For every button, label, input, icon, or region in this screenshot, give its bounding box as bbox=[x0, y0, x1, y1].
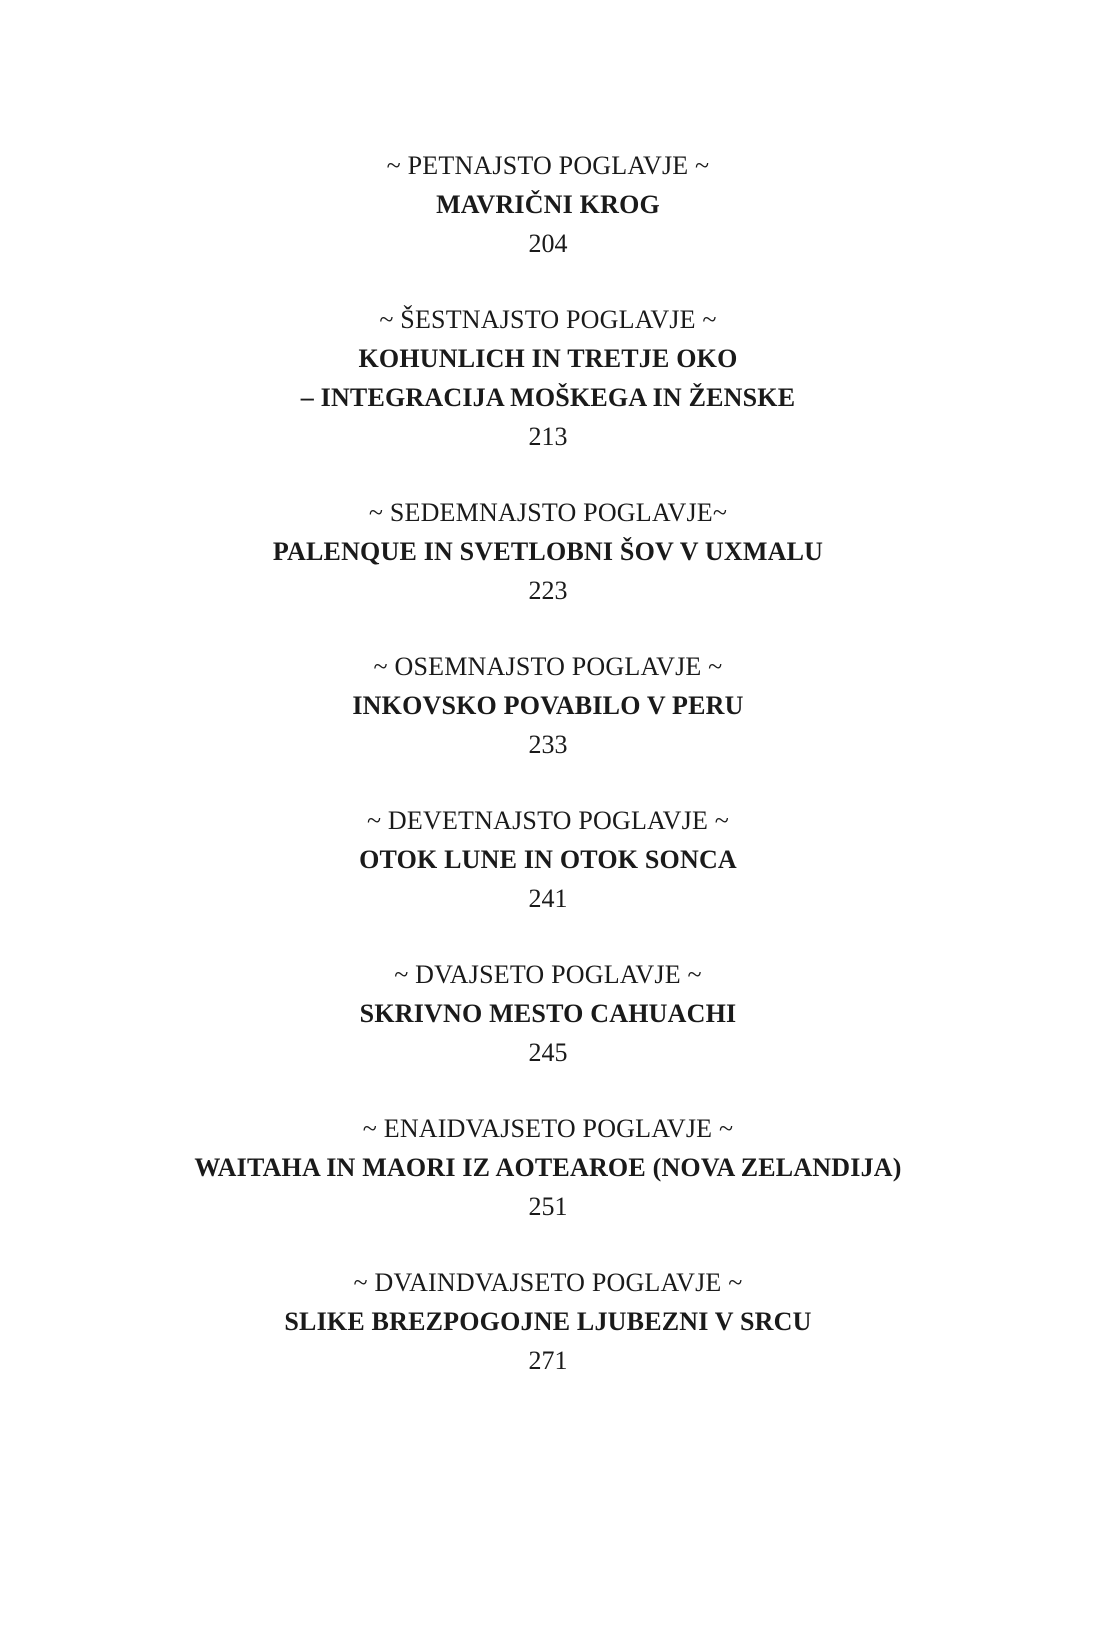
chapter-title: SLIKE BREZPOGOJNE LJUBEZNI V SRCU bbox=[284, 1307, 812, 1336]
page-number: 213 bbox=[528, 422, 568, 451]
page-number: 251 bbox=[528, 1192, 568, 1221]
chapter-title: INKOVSKO POVABILO V PERU bbox=[352, 691, 744, 720]
toc-entry bbox=[0, 493, 1096, 610]
chapter-title: OTOK LUNE IN OTOK SONCA bbox=[359, 845, 737, 874]
chapter-heading: ~ DEVETNAJSTO POGLAVJE ~ bbox=[366, 806, 730, 835]
toc-entry bbox=[0, 647, 1096, 764]
toc-entry bbox=[0, 955, 1096, 1072]
chapter-title: SKRIVNO MESTO CAHUACHI bbox=[359, 999, 737, 1028]
page-number: 223 bbox=[528, 576, 568, 605]
chapter-subtitle: – INTEGRACIJA MOŠKEGA IN ŽENSKE bbox=[300, 383, 796, 412]
chapter-heading: ~ PETNAJSTO POGLAVJE ~ bbox=[386, 151, 710, 180]
chapter-title: MAVRIČNI KROG bbox=[436, 190, 660, 219]
page-number: 241 bbox=[528, 884, 568, 913]
chapter-heading: ~ DVAINDVAJSETO POGLAVJE ~ bbox=[353, 1268, 743, 1297]
toc-entry bbox=[0, 300, 1096, 456]
chapter-heading: ~ OSEMNAJSTO POGLAVJE ~ bbox=[373, 652, 723, 681]
chapter-title: PALENQUE IN SVETLOBNI ŠOV V UXMALU bbox=[272, 537, 824, 566]
toc-entry bbox=[0, 801, 1096, 918]
chapter-heading: ~ DVAJSETO POGLAVJE ~ bbox=[394, 960, 702, 989]
chapter-title: KOHUNLICH IN TRETJE OKO bbox=[358, 344, 738, 373]
toc-entry bbox=[0, 1109, 1096, 1226]
chapter-title: WAITAHA IN MAORI IZ AOTEAROE (NOVA ZELANDIJA) bbox=[194, 1153, 902, 1182]
page-number: 233 bbox=[528, 730, 568, 759]
page-number: 245 bbox=[528, 1038, 568, 1067]
chapter-heading: ~ ENAIDVAJSETO POGLAVJE ~ bbox=[362, 1114, 734, 1143]
page-number: 271 bbox=[528, 1346, 568, 1375]
page-number: 204 bbox=[528, 229, 568, 258]
chapter-heading: ~ SEDEMNAJSTO POGLAVJE~ bbox=[368, 498, 728, 527]
chapter-heading: ~ ŠESTNAJSTO POGLAVJE ~ bbox=[379, 305, 717, 334]
toc-entry bbox=[0, 1263, 1096, 1380]
toc-entry bbox=[0, 146, 1096, 263]
table-of-contents bbox=[0, 146, 1096, 1417]
